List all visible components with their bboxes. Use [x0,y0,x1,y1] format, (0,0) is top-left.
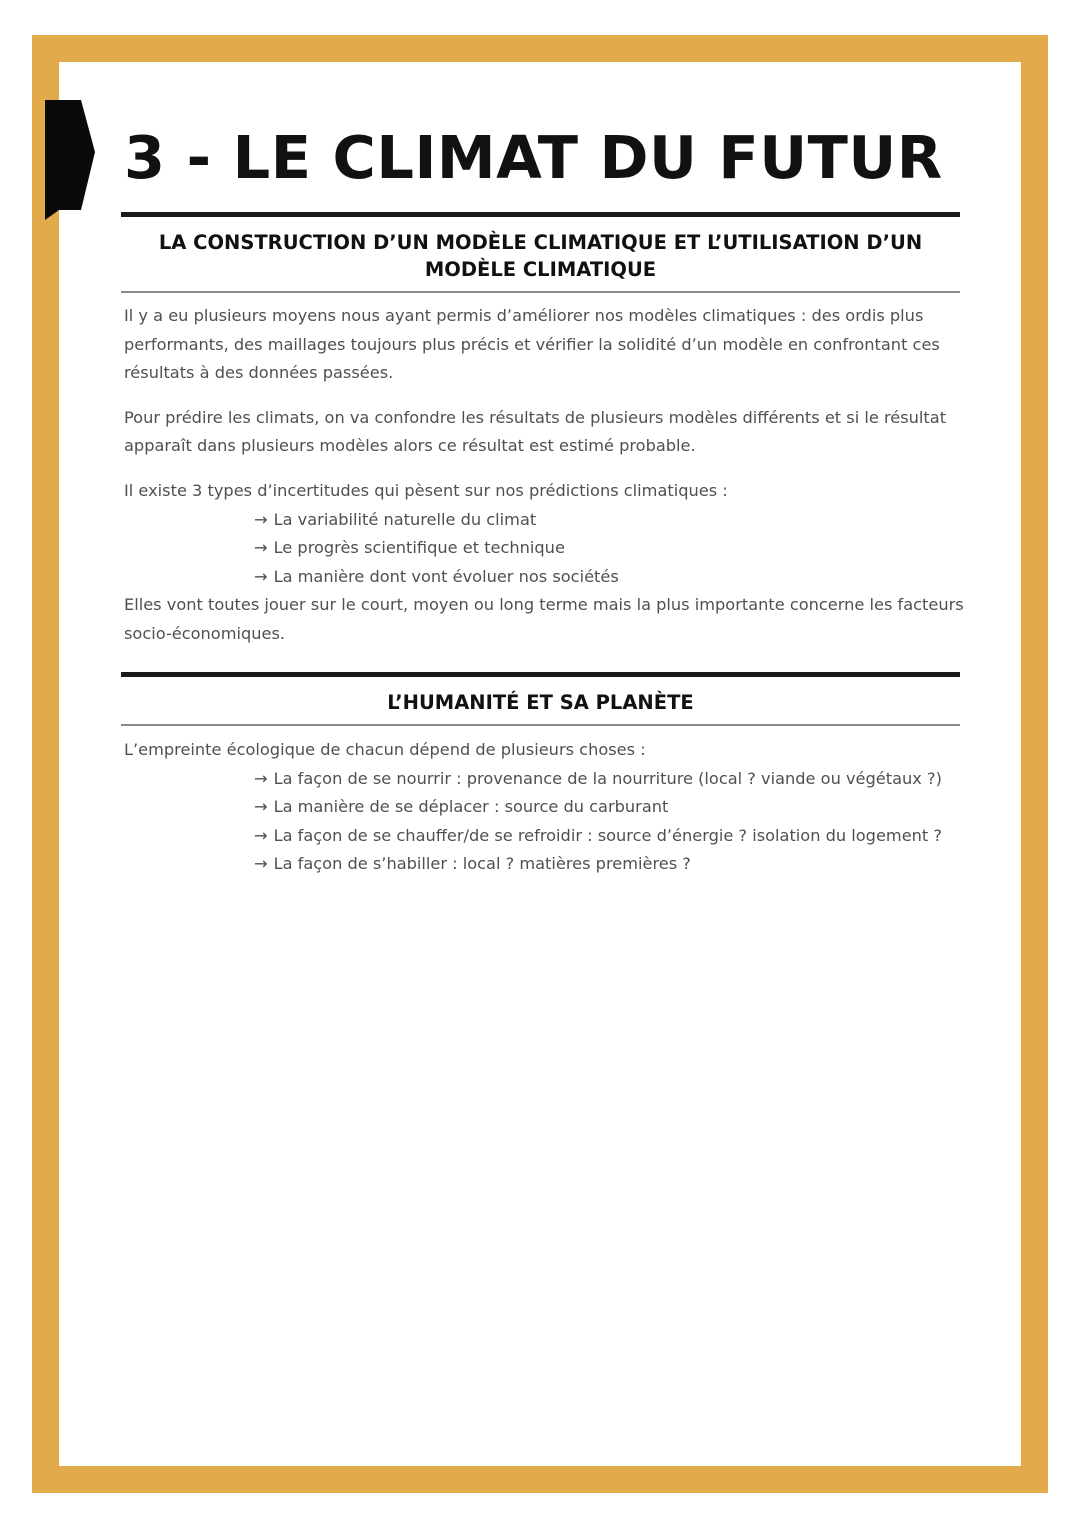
paragraph: Il existe 3 types d’incertitudes qui pèsent sur nos prédictions climatiques : [124,480,728,500]
section-bottom-rule [121,724,960,726]
section-body-humanity [124,736,964,879]
list-item: → La manière dont vont évoluer nos sociétés [254,566,619,586]
arrow-right-icon: → [254,509,268,529]
arrow-right-icon: → [254,538,268,558]
arrow-right-icon: → [254,825,268,845]
list-item: → La variabilité naturelle du climat [254,509,537,529]
bullet-list [124,765,964,879]
section-heading: LA CONSTRUCTION D’UN MODÈLE CLIMATIQUE ET L’UTILISATION D’UN MODÈLE CLIMATIQUE [158,231,923,281]
arrow-right-icon: → [254,768,268,788]
list-item: → La façon de s’habiller : local ? matières premières ? [254,854,691,874]
section-header-humanity [121,672,960,726]
paragraph: L’empreinte écologique de chacun dépend de plusieurs choses : [124,740,646,759]
arrow-right-icon: → [254,797,268,817]
section-header-model [121,212,960,293]
section-heading: L’HUMANITÉ ET SA PLANÈTE [387,691,694,714]
paragraph: Pour prédire les climats, on va confondre les résultats de plusieurs modèles différents et si le résultat apparaît dans plusieurs modèles alors ce résultat est estimé probable. [124,407,947,456]
list-item: → Le progrès scientifique et technique [254,538,565,558]
paragraph: Elles vont toutes jouer sur le court, moyen ou long terme mais la plus importante concerne les facteurs socio-économiques. [124,595,964,643]
page-title: 3 - LE CLIMAT DU FUTUR [124,123,943,192]
list-item: → La façon de se chauffer/de se refroidir : source d’énergie ? isolation du logement ? [254,825,942,845]
arrow-right-icon: → [254,854,268,874]
chapter-tab-icon [45,100,95,220]
list-item: → La manière de se déplacer : source du carburant [254,797,669,817]
bullet-list [124,506,964,592]
arrow-right-icon: → [254,566,268,586]
section-bottom-rule [121,291,960,293]
list-item: → La façon de se nourrir : provenance de la nourriture (local ? viande ou végétaux ?) [254,768,942,788]
section-body-model [124,302,964,649]
paragraph: Il y a eu plusieurs moyens nous ayant permis d’améliorer nos modèles climatiques : des ordis plus performants, des maillages toujours plus précis et vérifier la solidité d’un modèle en confrontant ces résultats à des données passées. [124,306,940,383]
